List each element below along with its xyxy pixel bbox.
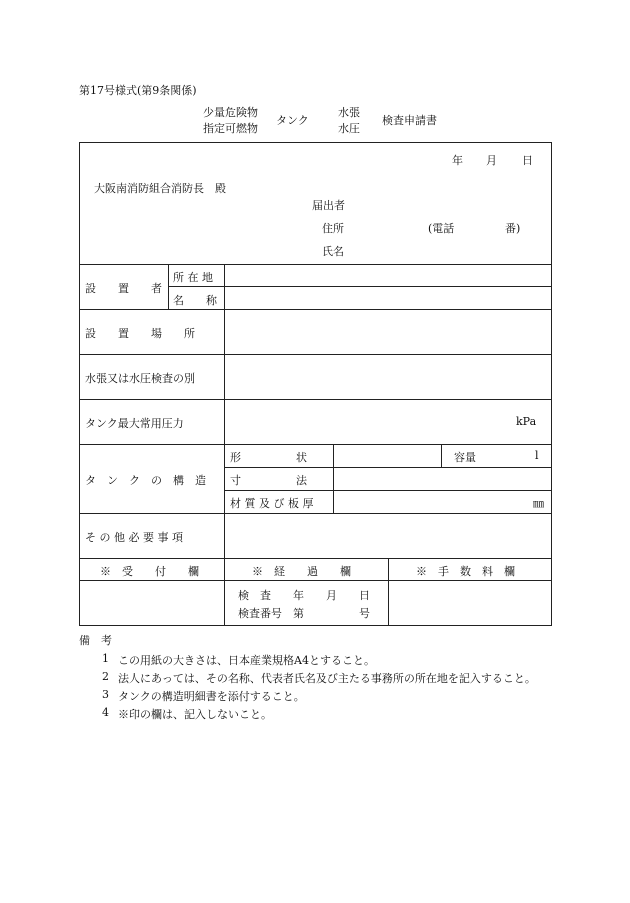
notes-heading: 備 考 xyxy=(79,634,112,647)
pressure-unit: kPa xyxy=(516,415,537,428)
row-divider xyxy=(79,444,552,445)
note-number: 1 xyxy=(102,652,109,665)
row-divider xyxy=(224,490,552,491)
title-request: 検査申請書 xyxy=(382,114,437,127)
col-divider xyxy=(388,558,389,626)
row-divider xyxy=(168,286,552,287)
note-number: 4 xyxy=(102,706,109,719)
row-divider xyxy=(79,354,552,355)
col-divider xyxy=(224,558,225,626)
note-text: ※印の欄は、記入しないこと。 xyxy=(118,708,272,721)
test-type-label: 水張又は水圧検査の別 xyxy=(85,372,195,385)
installer-label: 設 置 者 xyxy=(85,282,162,295)
title-kind-line2: 指定可燃物 xyxy=(203,122,258,135)
row-divider xyxy=(79,513,552,514)
col-divider xyxy=(224,264,225,558)
title-test-line1: 水張 xyxy=(338,106,360,119)
date-month: 月 xyxy=(486,154,497,167)
address-label: 住所 xyxy=(322,222,344,235)
row-divider xyxy=(224,467,552,468)
note-text: タンクの構造明細書を添付すること。 xyxy=(118,690,305,703)
material-label: 材 質 及 び 板 厚 xyxy=(230,497,314,510)
col-divider xyxy=(168,264,169,309)
title-kind-line1: 少量危険物 xyxy=(203,106,258,119)
site-label: 設 置 場 所 xyxy=(85,327,195,340)
note-number: 3 xyxy=(102,688,109,701)
row-divider xyxy=(79,399,552,400)
note-text: 法人にあっては、その名称、代表者氏名及び主たる事務所の所在地を記入すること。 xyxy=(118,672,536,685)
col-divider xyxy=(441,444,442,467)
applicant-label: 届出者 xyxy=(312,199,345,212)
note-number: 2 xyxy=(102,670,109,683)
form-number: 第17号様式(第9条関係) xyxy=(79,84,197,97)
note-text: この用紙の大きさは、日本産業規格A4とすること。 xyxy=(118,654,375,667)
location-label: 所 在 地 xyxy=(173,271,213,284)
title-tank: タンク xyxy=(276,114,309,127)
row-divider xyxy=(79,309,552,310)
title-test-line2: 水圧 xyxy=(338,122,360,135)
reception-header: ※ 受 付 欄 xyxy=(100,565,199,578)
structure-label: タ ン ク の 構 造 xyxy=(85,474,206,487)
inspection-date: 検 査 年 月 日 xyxy=(238,589,370,602)
phone-label: (電話 xyxy=(428,222,455,235)
addressee: 大阪南消防組合消防長 殿 xyxy=(94,182,226,195)
date-year: 年 xyxy=(452,154,463,167)
col-divider xyxy=(333,490,334,513)
fee-header: ※ 手 数 料 欄 xyxy=(416,565,515,578)
phone-suffix: 番) xyxy=(505,222,521,235)
row-divider xyxy=(79,264,552,265)
inspection-number: 検査番号 第 号 xyxy=(238,607,370,620)
row-divider xyxy=(79,558,552,559)
name-label: 氏名 xyxy=(322,245,344,258)
row-divider xyxy=(79,580,552,581)
date-day: 日 xyxy=(522,154,533,167)
company-name-label: 名 称 xyxy=(173,294,217,307)
col-divider xyxy=(333,467,334,490)
thickness-unit: ㎜ xyxy=(533,497,544,510)
capacity-label: 容量 xyxy=(454,451,476,464)
other-label: そ の 他 必 要 事 項 xyxy=(85,531,183,544)
progress-header: ※ 経 過 欄 xyxy=(252,565,351,578)
max-pressure-label: タンク最大常用圧力 xyxy=(85,417,184,430)
capacity-unit: l xyxy=(535,449,539,462)
col-divider xyxy=(333,444,334,467)
dimensions-label: 寸 法 xyxy=(230,474,307,487)
shape-label: 形 状 xyxy=(230,451,307,464)
